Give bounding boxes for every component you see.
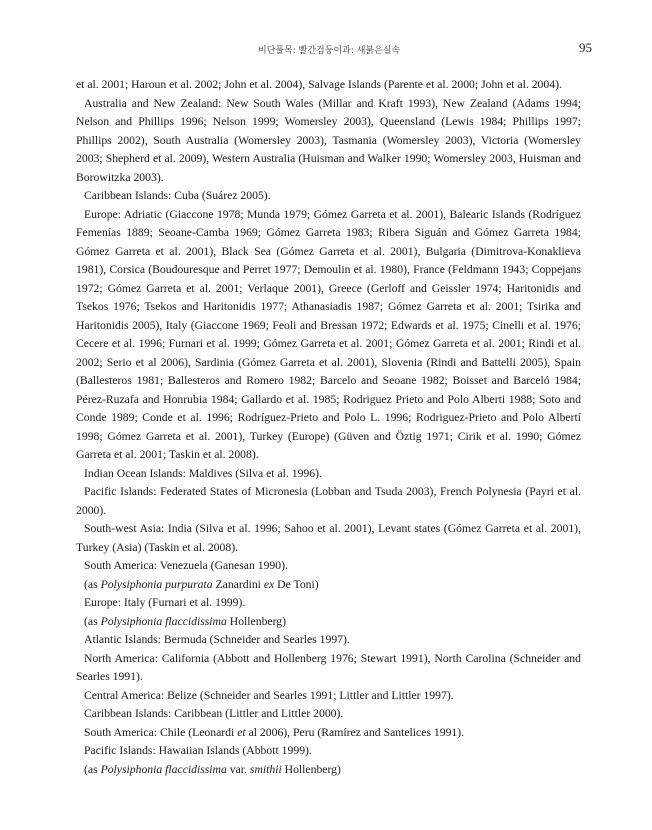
- paragraph: [76, 613, 581, 632]
- paragraph: North America: California (Abbott and Hollenberg 1976; Stewart 1991), North Carolina (Schneider and Searles 1991).: [76, 651, 581, 683]
- species-name: Polysiphonia purpurata: [100, 577, 213, 591]
- italic-term: et: [237, 725, 246, 739]
- paragraph: Central America: Belize (Schneider and Searles 1991; Littler and Littler 1997).: [84, 688, 454, 702]
- paragraph: Pacific Islands: Federated States of Micronesia (Lobban and Tsuda 2003), French Polynesia (Payri et al. 2000).: [76, 485, 581, 517]
- paragraph: Pacific Islands: Hawaiian Islands (Abbott 1999).: [84, 744, 312, 757]
- text-run: Hollenberg): [281, 762, 341, 776]
- running-title: 비단풀목: 빨간검둥이과: 새붉은실속: [258, 46, 401, 56]
- paragraph: Australia and New Zealand: New South Wales (Millar and Kraft 1993), New Zealand (Adams 1994; Nelson and Phillips 1996; Nelson 1999; Womersley 2003), Queensland (Lewis 1984; Phillips 1997; Phillips 2002), South Australia (Womersley 2003), Tasmania (Womersley 2003), Victoria (Womersley 2003; Shepherd et al. 2009), Western Australia (Huisman and Walker 1990; Womersley 2003, Huisman and Borowitzka 2003).: [76, 96, 581, 184]
- text-run: (as: [84, 762, 101, 776]
- text-run: (as: [84, 614, 101, 628]
- paragraph: Europe: Adriatic (Giaccone 1978; Munda 1979; Gómez Garreta et al. 2001), Balearic Islands (Rodríguez Femenías 1889; Seoane-Camba 1969; Gómez Garreta 1983; Ribera Siguán and Gómez Garreta 1984; Gómez Garreta et al. 2001), Black Sea (Gómez Garreta et al. 2001), Bulgaria (Dimitrova-Konaklieva 1981), Corsica (Boudouresque and Perret 1977; Demoulin et al. 1980), France (Feldmann 1943; Coppejans 1972; Gómez Garreta et al. 2001; Verlaque 2001), Greece (Gerloff and Geissler 1974; Haritonidis and Tsekos 1976; Tsekos and Haritonidis 1977; Athanasiadis 1987; Gómez Garreta et al. 2001; Tsirika and Haritonidis 2005), Italy (Giaccone 1969; Feoli and Bressan 1972; Edwards et al. 1975; Cinelli et al. 1976; Cecere et al. 1996; Furnari et al. 1999; Gómez Garreta et al. 2001; Gómez Garreta et al. 2001; Rindi et al. 2002; Serio et al 2006), Sardinia (Gómez Garreta et al. 2001), Slovenia (Rindi and Battelli 2005), Spain (Ballesteros 1981; Ballesteros and Romero 1982; Barcelo and Seoane 1982; Boisset and Barceló 1984; Pérez-Ruzafa and Honrubia 1984; Gallardo et al. 1985; Rodriguez Prieto and Polo Alberti 1988; Soto and Conde 1989; Conde et al. 1996; Rodríguez-Prieto and Polo L. 1996; Rodriguez-Prieto and Polo Albertí 1998; Gómez Garreta et al. 2001), Turkey (Europe) (Güven and Öztig 1971; Cirik et al. 1990; Gómez Garreta et al. 2001; Taskin et al. 2008).: [76, 207, 581, 461]
- text-run: Zanardini: [212, 577, 264, 591]
- paragraph: Caribbean Islands: Caribbean (Littler and Littler 2000).: [84, 707, 344, 720]
- paragraph: [76, 576, 581, 595]
- text-run: South America: Chile (Leonardi: [84, 725, 238, 739]
- paragraph: South-west Asia: India (Silva et al. 1996; Sahoo et al. 2001), Levant states (Gómez Garreta et al. 2001), Turkey (Asia) (Taskin et al. 2008).: [76, 522, 581, 554]
- italic-term: ex: [263, 577, 275, 591]
- paragraph: et al. 2001; Haroun et al. 2002; John et al. 2004), Salvage Islands (Parente et al. 2000; John et al. 2004).: [76, 78, 562, 91]
- page-number: 95: [579, 40, 592, 55]
- paragraph: Indian Ocean Islands: Maldives (Silva et al. 1996).: [84, 466, 322, 480]
- paragraph: [76, 761, 581, 780]
- paragraph: [76, 724, 581, 743]
- species-name: Polysiphonia flaccidissima: [100, 762, 227, 776]
- species-name: Polysiphonia flaccidissima: [100, 614, 227, 628]
- paragraph: Europe: Italy (Furnari et al. 1999).: [84, 596, 246, 609]
- paragraph: South America: Venezuela (Ganesan 1990).: [84, 559, 288, 572]
- text-run: De Toni): [274, 577, 319, 591]
- text-run: al 2006), Peru (Ramírez and Santelices 1991).: [245, 725, 465, 739]
- paragraph: Caribbean Islands: Cuba (Suárez 2005).: [84, 189, 271, 202]
- text-run: (as: [84, 577, 101, 591]
- text-run: var.: [226, 762, 250, 776]
- page-header: [0, 38, 652, 58]
- text-run: Hollenberg): [226, 614, 287, 628]
- paragraph: Atlantic Islands: Bermuda (Schneider and Searles 1997).: [84, 633, 350, 646]
- body-text: [76, 76, 581, 779]
- variety-name: smithii: [249, 762, 282, 776]
